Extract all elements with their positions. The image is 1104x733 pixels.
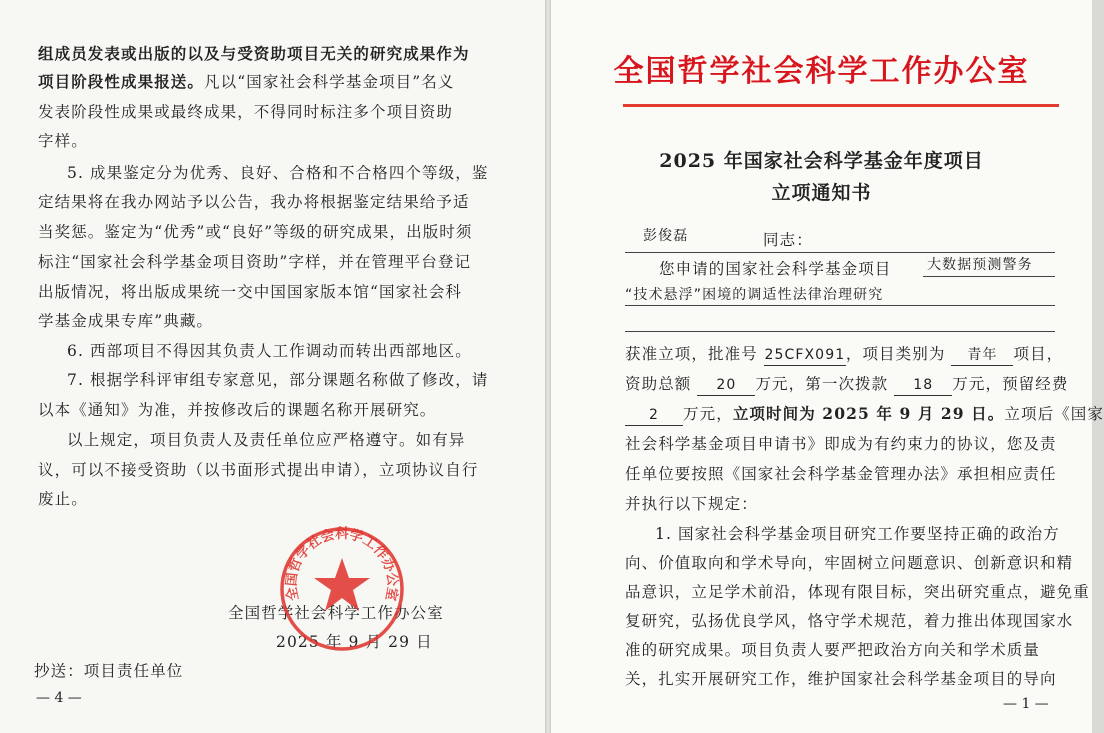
- body-line: [38, 282, 462, 302]
- body-line-text: 5. 成果鉴定分为优秀、良好、合格和不合格四个等级，鉴: [67, 164, 489, 182]
- body-line: [38, 489, 88, 509]
- body-line: [67, 370, 488, 390]
- body-line-text: 组成员发表或出版的以及与受资助项目无关的研究成果作为: [38, 44, 470, 63]
- body-line-text: 废止。: [38, 490, 88, 508]
- project-category: 青年: [951, 345, 1013, 366]
- intro-text: 您申请的国家社会科学基金项目: [659, 260, 892, 278]
- body-line-text: 定结果将在我办网站予以公告，我办将根据鉴定结果给予适: [38, 193, 470, 211]
- body-line-text: 当奖惩。鉴定为“优秀”或“良好”等级的研究成果，出版时须: [38, 223, 473, 241]
- body-line: [38, 44, 470, 64]
- left-page: [0, 0, 545, 733]
- body-line: 任单位要按照《国家社会科学基金管理办法》承担相应责任: [625, 465, 1057, 483]
- body-line-tail: 凡以“国家社会科学基金项目”名义: [204, 73, 455, 91]
- header-rule: [623, 104, 1059, 107]
- body-line-text: 项目阶段性成果报送。: [38, 72, 205, 91]
- approval-line-2: [625, 374, 1068, 396]
- body-line: [38, 192, 470, 212]
- body-line: 品意识，立足学术前沿，体现有限目标，突出研究重点，避免重: [625, 583, 1090, 601]
- body-line: 关，扎实开展研究工作，维护国家社会科学基金项目的导向: [625, 670, 1057, 688]
- body-line-text: 议，可以不接受资助（以书面形式提出申请），立项协议自行: [38, 461, 479, 479]
- body-line: [67, 163, 488, 183]
- approval-date: 立项时间为 2025 年 9 月 29 日。: [732, 404, 1005, 423]
- approval-line-1: [625, 344, 1063, 366]
- cc-line: 抄送：项目责任单位: [34, 662, 184, 680]
- body-line-text: 字样。: [38, 132, 88, 150]
- official-seal: [278, 525, 406, 653]
- total-funding: 20: [697, 375, 755, 396]
- body-line: [38, 72, 454, 92]
- approval-prefix: 获准立项，批准号: [625, 345, 758, 363]
- body-line: 准的研究成果。项目负责人要严把政治方向关和学术质量: [625, 641, 1041, 659]
- body-line: 向、价值取向和学术导向，牢固树立问题意识、创新意识和精: [625, 554, 1074, 572]
- signature-org: 全国哲学社会科学工作办公室: [228, 604, 444, 622]
- signature-date: 2025 年 9 月 29 日: [276, 633, 433, 651]
- body-line-text: 6. 西部项目不得因其负责人工作调动而转出西部地区。: [67, 342, 472, 360]
- body-line: [38, 460, 478, 480]
- category-suffix: 项目，: [1013, 345, 1064, 363]
- body-line: 社会科学基金项目申请书》即成为有约束力的协议，您及责: [625, 435, 1057, 453]
- body-line-text: 发表阶段性成果或最终成果，不得同时标注多个项目资助: [38, 103, 454, 121]
- project-title-1: 大数据预测警务: [927, 257, 1033, 273]
- project-title-underline-3: [625, 331, 1055, 332]
- page-number-left: — 4 —: [36, 690, 82, 706]
- body-line: [38, 252, 471, 272]
- recipient-underline: [625, 252, 1055, 253]
- project-title-underline-1: [923, 276, 1055, 277]
- funding-label: 资助总额: [625, 375, 692, 393]
- first-payment: 18: [894, 375, 952, 396]
- unit-2: 万元，预留经费: [952, 375, 1069, 393]
- body-line: [38, 400, 436, 420]
- page-number-right: — 1 —: [1003, 696, 1049, 712]
- body-line: [67, 341, 472, 361]
- notice-title: 2025 年国家社会科学基金年度项目: [659, 150, 984, 172]
- unit-3: 万元，: [683, 405, 733, 423]
- right-page: [551, 0, 1104, 733]
- reserved-funding: 2: [625, 405, 683, 426]
- project-title-2: “技术悬浮”困境的调适性法律治理研究: [625, 287, 884, 303]
- body-line-text: 学基金成果专库”典藏。: [38, 312, 214, 330]
- body-line: [67, 430, 465, 450]
- issuer-header: 全国哲学社会科学工作办公室: [613, 54, 1030, 89]
- body-line: [38, 311, 213, 331]
- svg-text:全国哲学社会科学工作办公室: 全国哲学社会科学工作办公室: [283, 526, 401, 603]
- body-line-text: 标注“国家社会科学基金项目资助”字样，并在管理平台登记: [38, 253, 472, 271]
- body-line: 1. 国家社会科学基金项目研究工作要坚持正确的政治方: [655, 525, 1060, 543]
- body-line-text: 出版情况，将出版成果统一交中国国家版本馆“国家社会科: [38, 283, 463, 301]
- unit-1: 万元，第一次拨款: [755, 375, 889, 393]
- body-line-text: 7. 根据学科评审组专家意见，部分课题名称做了修改，请: [67, 371, 489, 389]
- notice-subtitle: 立项通知书: [771, 182, 872, 204]
- approval-rest: 立项后《国家: [1004, 405, 1104, 423]
- body-line: 并执行以下规定：: [625, 495, 758, 513]
- category-label: ，项目类别为: [845, 345, 946, 363]
- body-line: [38, 222, 473, 242]
- body-line: [38, 102, 453, 122]
- body-line-text: 以本《通知》为准，并按修改后的课题名称开展研究。: [38, 401, 437, 419]
- body-line-text: 以上规定，项目负责人及责任单位应严格遵守。如有异: [67, 431, 466, 449]
- project-title-underline-2: [625, 305, 1055, 306]
- recipient-name: 彭俊磊: [643, 228, 689, 244]
- body-line: [38, 131, 88, 151]
- body-line: 复研究，弘扬优良学风，恪守学术规范，着力推出体现国家水: [625, 612, 1074, 630]
- approval-line-3: [625, 404, 1104, 426]
- approval-number: 25CFX091: [764, 345, 846, 366]
- salutation: 同志：: [763, 231, 813, 249]
